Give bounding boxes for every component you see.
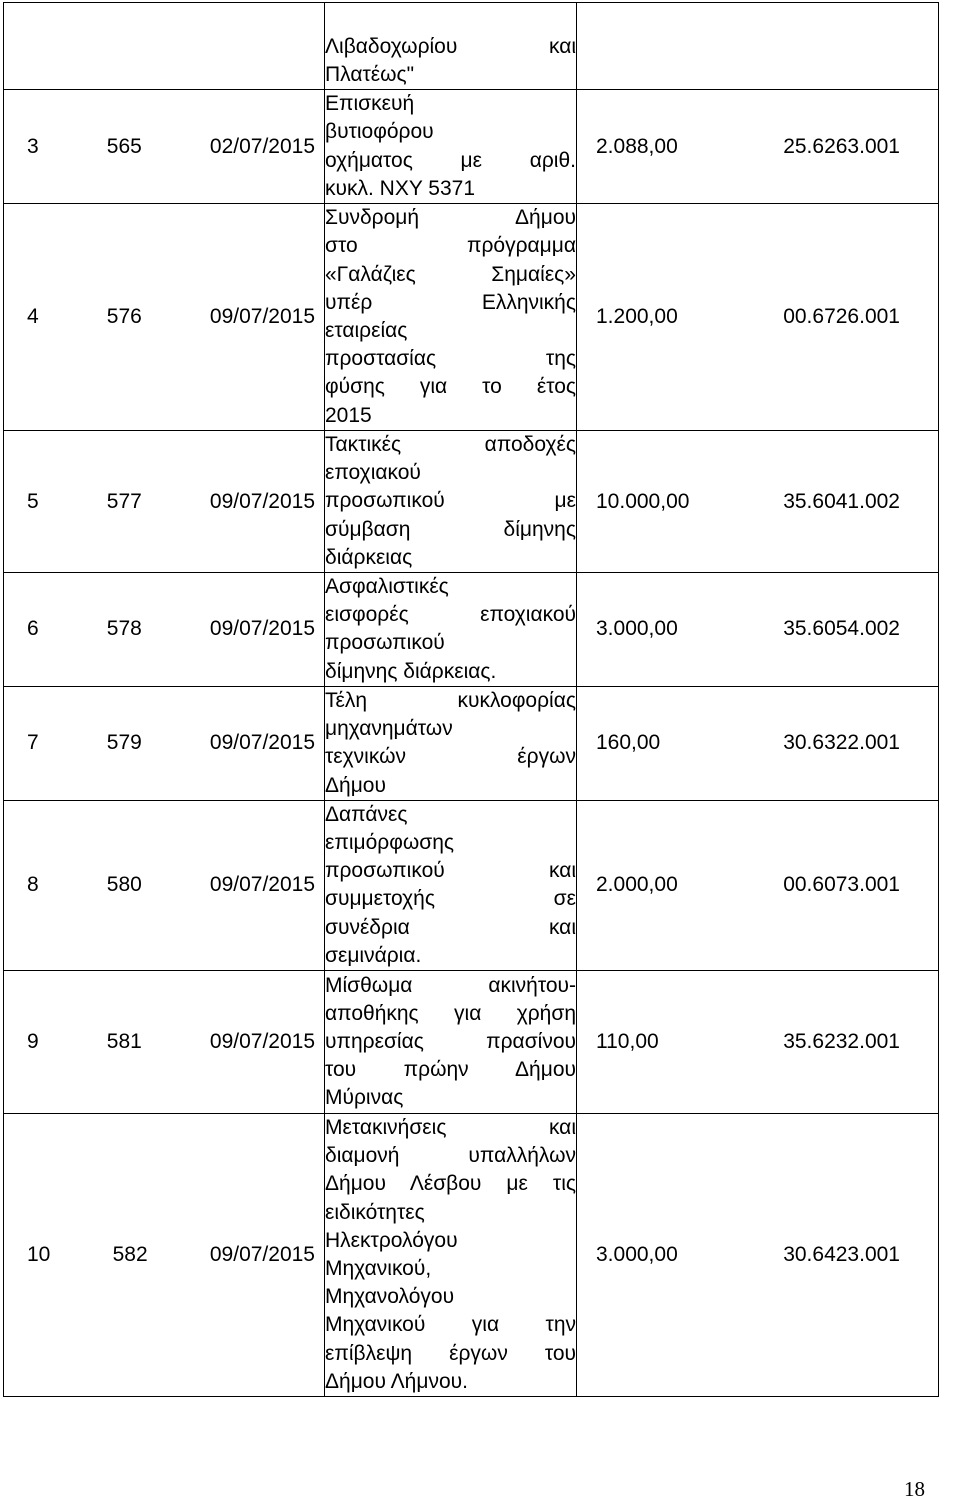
- description-cell: [325, 971, 577, 1114]
- budget-code: 35.6232.001: [783, 1030, 900, 1054]
- description-line: προσωπικού με: [325, 489, 576, 513]
- table-row: [4, 431, 939, 573]
- amount-cell: [577, 3, 939, 90]
- description-cell: [325, 204, 577, 431]
- description-line: του πρώην Δήμου: [325, 1058, 576, 1082]
- description-line: βυτιοφόρου: [325, 120, 434, 144]
- page-number: 18: [904, 1477, 925, 1501]
- entry-date: 02/07/2015: [209, 134, 315, 158]
- entry-cell: [4, 3, 325, 90]
- description-line: δίμηνης διάρκειας.: [325, 659, 497, 683]
- table-row: [4, 686, 939, 800]
- description-line: Ασφαλιστικές: [325, 575, 449, 599]
- description-line: συμμετοχής σε: [325, 887, 576, 911]
- description-line: εταιρείας: [325, 319, 408, 342]
- amount-line: [577, 1243, 938, 1267]
- description-line: επίβλεψη έργων του: [325, 1341, 576, 1365]
- protocol-number: 581: [106, 1030, 142, 1054]
- protocol-number: 579: [106, 731, 142, 755]
- description-line: υπηρεσίας πρασίνου: [325, 1029, 576, 1053]
- budget-code: 30.6322.001: [783, 731, 900, 755]
- description-line: Τακτικές αποδοχές: [325, 433, 576, 456]
- amount-line: [577, 617, 938, 641]
- description-cell: [325, 90, 577, 204]
- entry-date: 09/07/2015: [209, 1030, 315, 1054]
- amount-value: 3.000,00: [596, 617, 678, 641]
- entry-numbers: [4, 305, 324, 329]
- description-line: Μηχανικού,: [325, 1257, 432, 1281]
- description-line: Μηχανικού για την: [325, 1313, 576, 1337]
- table-row: [4, 573, 939, 687]
- amount-value: 160,00: [596, 731, 661, 755]
- amount-cell: [577, 686, 939, 800]
- entry-numbers: [4, 490, 324, 514]
- description-line: Επισκευή: [325, 92, 415, 116]
- entry-cell: [4, 431, 325, 573]
- entry-cell: [4, 90, 325, 204]
- description-line: «Γαλάζιες Σημαίες»: [325, 262, 576, 286]
- amount-cell: [577, 431, 939, 573]
- description-line: Μετακινήσεις και: [325, 1116, 576, 1140]
- amount-cell: [577, 971, 939, 1114]
- description-cell: [325, 3, 577, 90]
- entry-date: 09/07/2015: [209, 305, 315, 328]
- table-row: [4, 90, 939, 204]
- description-cell: [325, 686, 577, 800]
- description-line: τεχνικών έργων: [325, 745, 576, 769]
- amount-line: [577, 135, 938, 159]
- description-line: ειδικότητες: [325, 1200, 425, 1224]
- protocol-number: 580: [106, 873, 142, 897]
- entry-cell: [4, 573, 325, 687]
- amount-value: 1.200,00: [596, 305, 678, 328]
- amount-line: [577, 1030, 938, 1054]
- entry-index: 3: [27, 134, 39, 158]
- budget-code: 35.6041.002: [783, 489, 900, 513]
- entry-numbers: [4, 1030, 324, 1054]
- amount-cell: [577, 90, 939, 204]
- description-line: Μίσθωμα ακινήτου-: [325, 973, 576, 997]
- entry-date: 09/07/2015: [209, 731, 315, 755]
- entry-cell: [4, 800, 325, 970]
- amount-cell: [577, 1114, 939, 1397]
- description-line: Μύρινας: [325, 1086, 404, 1110]
- amount-value: 2.088,00: [596, 134, 678, 158]
- description-line: φύσης για το έτος: [325, 375, 576, 399]
- budget-code: 25.6263.001: [783, 134, 900, 158]
- entry-date: 09/07/2015: [209, 1243, 315, 1267]
- description-cell: [325, 573, 577, 687]
- description-line: Δήμου Λήμνου.: [325, 1369, 468, 1393]
- description-line: Δήμου: [325, 773, 386, 797]
- expenses-table-body: [4, 3, 939, 1397]
- description-line: Πλατέως": [325, 62, 415, 86]
- entry-numbers: [4, 731, 324, 755]
- entry-numbers: [4, 873, 324, 897]
- table-row: [4, 204, 939, 431]
- description-line: Τέλη κυκλοφορίας: [325, 688, 576, 712]
- entry-date: 09/07/2015: [209, 617, 315, 641]
- entry-index: 10: [27, 1243, 51, 1267]
- amount-value: 110,00: [596, 1030, 659, 1054]
- table-row: [4, 3, 939, 90]
- entry-index: 5: [27, 489, 39, 513]
- entry-cell: [4, 686, 325, 800]
- amount-cell: [577, 204, 939, 431]
- entry-numbers: [4, 135, 324, 159]
- entry-index: 6: [27, 617, 39, 641]
- description-line: διάρκειας: [325, 545, 413, 569]
- description-line: Μηχανολόγου: [325, 1285, 455, 1309]
- table-row: [4, 1114, 939, 1397]
- entry-index: 8: [27, 873, 39, 897]
- amount-line: [577, 873, 938, 897]
- description-line: προσωπικού και: [325, 859, 576, 883]
- description-line: Δήμου Λέσβου με τις: [325, 1172, 576, 1196]
- description-line: Ηλεκτρολόγου: [325, 1228, 458, 1252]
- protocol-number: 565: [106, 134, 142, 158]
- amount-cell: [577, 800, 939, 970]
- protocol-number: 582: [112, 1243, 148, 1267]
- description-line: οχήματος με αριθ.: [325, 148, 576, 172]
- protocol-number: 576: [106, 305, 142, 328]
- entry-cell: [4, 971, 325, 1114]
- description-line: εποχιακού: [325, 461, 421, 485]
- amount-value: 2.000,00: [596, 873, 678, 897]
- description-line: συνέδρια και: [325, 915, 576, 939]
- description-line: εισφορές εποχιακού: [325, 603, 576, 627]
- entry-numbers: [4, 1243, 324, 1267]
- entry-index: 7: [27, 731, 39, 755]
- description-line: Συνδρομή Δήμου: [325, 206, 576, 230]
- entry-cell: [4, 1114, 325, 1397]
- budget-code: 00.6073.001: [783, 873, 900, 897]
- description-line: στο πρόγραμμα: [325, 234, 576, 258]
- description-cell: [325, 1114, 577, 1397]
- table-row: [4, 971, 939, 1114]
- protocol-number: 577: [106, 489, 142, 513]
- description-line: Δαπάνες: [325, 802, 408, 826]
- amount-line: [577, 731, 938, 755]
- expenses-table: [3, 2, 939, 1397]
- entry-cell: [4, 204, 325, 431]
- amount-value: 10.000,00: [596, 489, 690, 513]
- description-line: 2015: [325, 403, 372, 427]
- budget-code: 00.6726.001: [783, 305, 900, 328]
- description-line: αποθήκης για χρήση: [325, 1001, 576, 1025]
- description-line: Λιβαδοχωρίου και: [325, 34, 576, 58]
- description-line: προστασίας της: [325, 347, 576, 371]
- entry-index: 4: [27, 305, 39, 328]
- entry-index: 9: [27, 1030, 39, 1054]
- description-cell: [325, 431, 577, 573]
- description-line: προσωπικού: [325, 631, 445, 655]
- description-line: μηχανημάτων: [325, 717, 453, 741]
- description-line: κυκλ. ΝΧΥ 5371: [325, 176, 476, 200]
- description-line: σεμινάρια.: [325, 943, 422, 967]
- budget-code: 30.6423.001: [783, 1243, 900, 1267]
- description-cell: [325, 800, 577, 970]
- entry-date: 09/07/2015: [209, 873, 315, 897]
- description-line: επιμόρφωσης: [325, 831, 455, 855]
- amount-line: [577, 490, 938, 514]
- entry-date: 09/07/2015: [209, 489, 315, 513]
- budget-code: 35.6054.002: [783, 617, 900, 641]
- entry-numbers: [4, 617, 324, 641]
- description-line: σύμβαση δίμηνης: [325, 517, 576, 541]
- amount-line: [577, 305, 938, 329]
- amount-cell: [577, 573, 939, 687]
- amount-value: 3.000,00: [596, 1243, 678, 1267]
- protocol-number: 578: [106, 617, 142, 641]
- description-line: διαμονή υπαλλήλων: [325, 1144, 576, 1168]
- description-line: υπέρ Ελληνικής: [325, 290, 576, 314]
- table-row: [4, 800, 939, 970]
